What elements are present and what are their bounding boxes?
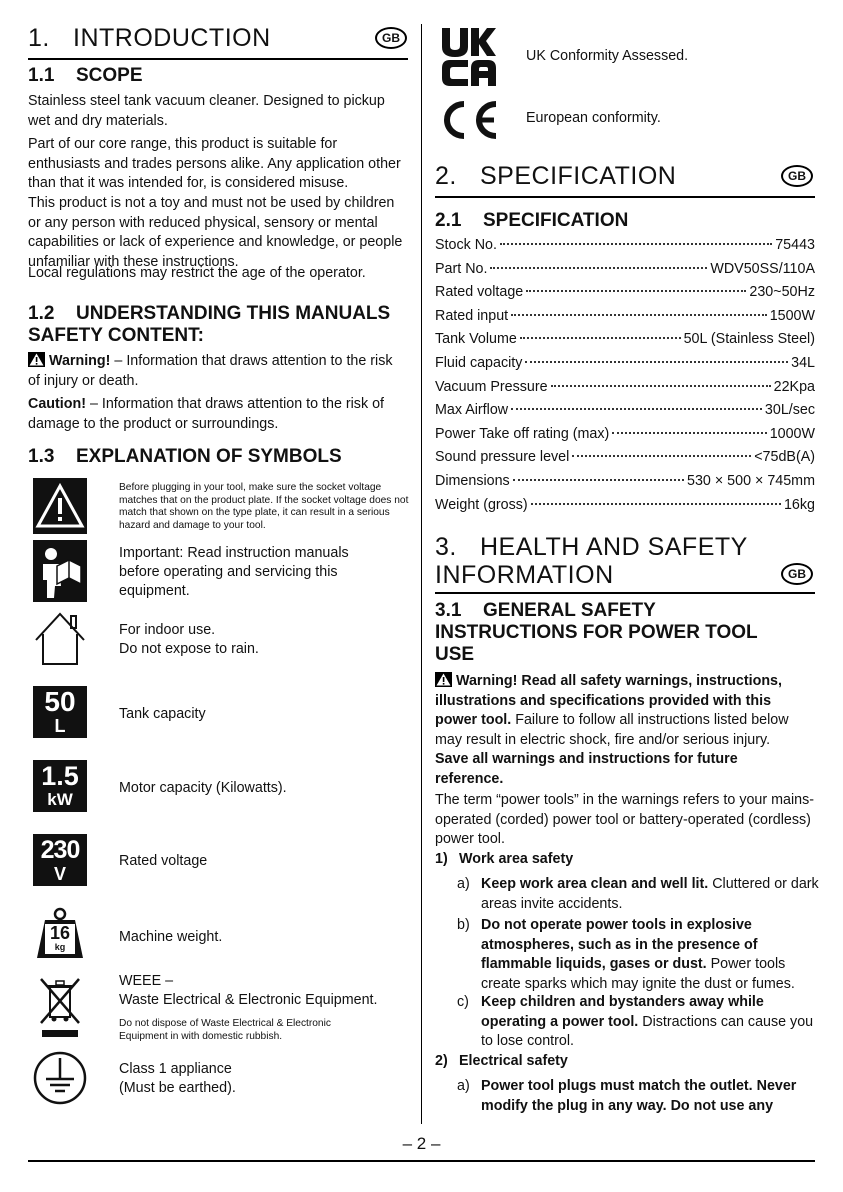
spec-row — [435, 237, 815, 253]
spec-row — [435, 426, 815, 442]
section-title-line-1: HEALTH AND SAFETY — [480, 533, 748, 561]
scope-paragraph-2: Part of our core range, this product is suitable for enthusiasts and trades persons alike. Any application other than that it was intended for, is considered misuse. — [28, 136, 401, 191]
spec-dot-leader — [490, 267, 707, 269]
symbol-motor-text: Motor capacity (Kilowatts). — [119, 780, 287, 796]
rated-voltage-icon — [33, 834, 87, 886]
spec-dot-leader — [531, 503, 781, 505]
ce-text: European conformity. — [526, 110, 661, 126]
footer-rule — [28, 1160, 815, 1162]
electrical-item-a — [457, 1077, 817, 1117]
subsection-title-line-1: GENERAL SAFETY — [483, 600, 656, 621]
item-bold: Power tool plugs must match the outlet. Never modify the plug in any way. Do not use any — [481, 1078, 797, 1114]
section-1-heading — [28, 24, 271, 53]
indoor-text-line-2: Do not expose to rain. — [119, 641, 259, 657]
subsection-title-line-3: USE — [435, 644, 475, 665]
weee-text-line-2: Waste Electrical & Electronic Equipment. — [119, 992, 378, 1008]
section-number: 1. — [28, 24, 50, 52]
tank-capacity-number: 50 — [44, 686, 76, 717]
heading-rule — [435, 592, 815, 594]
caution-text: – Information that draws attention to the risk of damage to the product or surroundings. — [28, 396, 384, 432]
section-2-heading — [435, 162, 676, 191]
item-bold: Keep children and bystanders away while operating a power tool. — [481, 994, 764, 1030]
spec-value: 75443 — [775, 237, 815, 253]
subsection-number: 2.1 — [435, 210, 462, 231]
motor-capacity-icon — [33, 760, 87, 812]
warning-icon — [28, 352, 45, 367]
gb-badge: GB — [781, 563, 813, 585]
spec-row — [435, 355, 815, 371]
symbol-indoor-text — [119, 621, 389, 659]
scope-paragraph-1: Stainless steel tank vacuum cleaner. Designed to pickup wet and dry materials. — [28, 93, 385, 129]
subsection-title-line-2: INSTRUCTIONS FOR POWER TOOL — [435, 622, 758, 643]
spec-value: 22Kpa — [773, 378, 815, 395]
gb-badge: GB — [375, 27, 407, 49]
list-number: 2) — [435, 1053, 448, 1069]
subsection-title: SCOPE — [76, 65, 143, 86]
work-item-b — [457, 916, 817, 996]
indoor-house-icon — [33, 608, 87, 668]
gb-badge: GB — [781, 165, 813, 187]
power-tool-term: The term “power tools” in the warnings refers to your mains-operated (corded) power tool or battery-operated (cordless) power tool. — [435, 792, 815, 847]
scope-heading — [28, 65, 143, 87]
spec-value: 50L (Stainless Steel) — [683, 331, 815, 348]
weight-icon — [33, 906, 87, 960]
symbol-weee-small-text: Do not dispose of Waste Electrical & Electronic Equipment in with domestic rubbish. — [119, 1018, 331, 1042]
ukca-text: UK Conformity Assessed. — [526, 48, 689, 64]
item-text — [481, 916, 821, 994]
spec-dot-leader — [526, 290, 746, 292]
spec-row — [435, 379, 815, 395]
section-number: 2. — [435, 162, 457, 190]
spec-row — [435, 261, 815, 277]
caution-definition — [28, 395, 408, 434]
spec-dot-leader — [511, 314, 767, 316]
understanding-heading — [28, 303, 418, 347]
spec-row — [435, 284, 815, 300]
weight-unit: kg — [54, 942, 66, 952]
work-item-a — [457, 875, 817, 915]
spec-row — [435, 331, 815, 347]
motor-capacity-number: 1.5 — [41, 761, 79, 791]
spec-row — [435, 473, 815, 489]
work-area-safety-heading — [435, 851, 573, 867]
spec-value: 34L — [791, 355, 815, 371]
spec-dot-leader — [551, 385, 771, 387]
weee-bin-icon — [33, 973, 87, 1039]
earth-text-line-1: Class 1 appliance — [119, 1061, 232, 1077]
item-letter: a) — [457, 1078, 470, 1094]
tank-capacity-icon — [33, 686, 87, 738]
spec-label: Dimensions — [435, 473, 510, 489]
list-number: 1) — [435, 851, 448, 867]
spec-value: 230~50Hz — [749, 284, 815, 301]
spec-dot-leader — [520, 337, 681, 339]
rated-voltage-number: 230 — [40, 836, 80, 864]
weee-text-line-1: WEEE – — [119, 973, 174, 989]
subsection-number: 1.2 — [28, 303, 55, 324]
symbol-earth-text — [119, 1060, 389, 1098]
safety-warning-paragraph — [435, 672, 815, 750]
subsection-title-line-1: UNDERSTANDING THIS MANUALS — [76, 303, 391, 324]
spec-label: Tank Volume — [435, 331, 517, 348]
spec-label: Stock No. — [435, 237, 497, 253]
section-number: 3. — [435, 533, 457, 561]
section-title: SPECIFICATION — [480, 162, 677, 190]
general-safety-heading — [435, 600, 815, 666]
list-title: Work area safety — [459, 851, 574, 867]
spec-row — [435, 449, 815, 465]
spec-value: 30L/sec — [764, 402, 815, 419]
item-letter: b) — [457, 917, 470, 933]
save-instructions: Save all warnings and instructions for future reference. — [435, 751, 738, 787]
spec-value: <75dB(A) — [754, 449, 815, 466]
spec-dot-leader — [612, 432, 766, 434]
warning-definition — [28, 352, 408, 391]
section-title-line-2: INFORMATION — [435, 561, 614, 589]
indoor-text-line-1: For indoor use. — [119, 622, 216, 638]
safety-warning-bold: Warning! Read all safety warnings, instructions, illustrations and specifications provided with this power tool. — [435, 673, 782, 728]
ce-logo — [440, 100, 500, 140]
heading-rule — [435, 196, 815, 198]
spec-value: 1500W — [769, 307, 815, 324]
subsection-number: 1.1 — [28, 65, 55, 86]
spec-value: WDV50SS/110A — [710, 260, 815, 277]
spec-value: 16kg — [783, 496, 815, 513]
item-plain: Cluttered or dark areas invite accidents. — [481, 876, 819, 912]
caution-label: Caution! — [28, 396, 86, 412]
subsection-title-line-2: SAFETY CONTENT: — [28, 325, 204, 346]
warning-triangle-icon — [33, 478, 87, 534]
earth-ground-icon — [33, 1050, 87, 1106]
spec-row — [435, 308, 815, 324]
spec-dot-leader — [500, 243, 772, 245]
item-text — [481, 875, 821, 914]
subsection-number: 3.1 — [435, 600, 462, 621]
ukca-logo — [440, 26, 498, 86]
section-3-heading — [435, 533, 748, 589]
subsection-title: EXPLANATION OF SYMBOLS — [76, 446, 342, 467]
spec-dot-leader — [525, 361, 788, 363]
item-bold: Do not operate power tools in explosive atmospheres, such as in the presence of flammable liquids, gases or dust. — [481, 917, 758, 972]
motor-capacity-unit: kW — [47, 790, 73, 809]
spec-label: Rated voltage — [435, 284, 524, 301]
item-text — [481, 993, 821, 1052]
item-letter: a) — [457, 876, 470, 892]
specification-subheading — [435, 210, 628, 232]
symbol-weight-text: Machine weight. — [119, 929, 223, 945]
spec-row — [435, 497, 815, 513]
rated-voltage-unit: V — [53, 864, 66, 884]
item-plain: Distractions can cause you to lose control. — [481, 1013, 814, 1049]
symbol-manual-text: Important: Read instruction manuals before operating and servicing this equipment. — [119, 545, 349, 599]
section-title: INTRODUCTION — [73, 24, 271, 52]
electrical-safety-heading — [435, 1053, 568, 1069]
read-manual-icon — [33, 540, 87, 602]
item-text — [481, 1077, 821, 1116]
spec-label: Vacuum Pressure — [435, 378, 548, 395]
spec-dot-leader — [511, 408, 762, 410]
heading-rule — [28, 58, 408, 60]
symbol-voltage-text: Rated voltage — [119, 853, 208, 869]
warning-label: Warning! — [49, 353, 111, 369]
symbols-heading — [28, 446, 342, 468]
spec-dot-leader — [572, 455, 751, 457]
page-number: – 2 – — [402, 1134, 441, 1153]
spec-label: Fluid capacity — [435, 355, 523, 371]
symbol-tank-text: Tank capacity — [119, 706, 206, 722]
item-letter: c) — [457, 994, 469, 1010]
item-bold: Keep work area clean and well lit. — [481, 876, 709, 892]
spec-label: Power Take off rating (max) — [435, 425, 610, 442]
spec-label: Max Airflow — [435, 402, 509, 419]
spec-label: Rated input — [435, 307, 509, 324]
work-item-c — [457, 993, 817, 1053]
list-title: Electrical safety — [459, 1053, 568, 1069]
spec-value: 1000W — [769, 425, 815, 442]
warning-icon — [435, 672, 452, 687]
weight-number: 16 — [49, 923, 71, 943]
subsection-title: SPECIFICATION — [483, 210, 629, 231]
spec-label: Sound pressure level — [435, 449, 570, 466]
subsection-number: 1.3 — [28, 446, 55, 467]
symbol-warning-text: Before plugging in your tool, make sure the socket voltage matches that on the product plate. If the socket voltage does not match that shown on the type plate, it can result in a serious hazard and damage to your tool. — [119, 482, 409, 531]
spec-label: Part No. — [435, 260, 488, 277]
warning-text: – Information that draws attention to the risk of injury or death. — [28, 353, 393, 389]
symbol-weee-text — [119, 972, 409, 1010]
spec-label: Weight (gross) — [435, 496, 528, 513]
safety-warning-text: Failure to follow all instructions listed below may result in electric shock, fire and/or serious injury. — [435, 712, 789, 748]
spec-dot-leader — [513, 479, 684, 481]
spec-row — [435, 402, 815, 418]
tank-capacity-unit: L — [54, 716, 66, 736]
scope-paragraph-4: Local regulations may restrict the age of the operator. — [28, 265, 366, 281]
earth-text-line-2: (Must be earthed). — [119, 1080, 236, 1096]
spec-value: 530 × 500 × 745mm — [687, 473, 815, 489]
scope-paragraph-3: This product is not a toy and must not be used by children or any person with reduced physical, sensory or mental capabilities or lack of experience and knowledge, or people unfamiliar with these instructions. — [28, 195, 403, 270]
item-plain: Power tools create sparks which may ignite the dust or fumes. — [481, 956, 795, 992]
column-divider — [421, 24, 422, 1124]
